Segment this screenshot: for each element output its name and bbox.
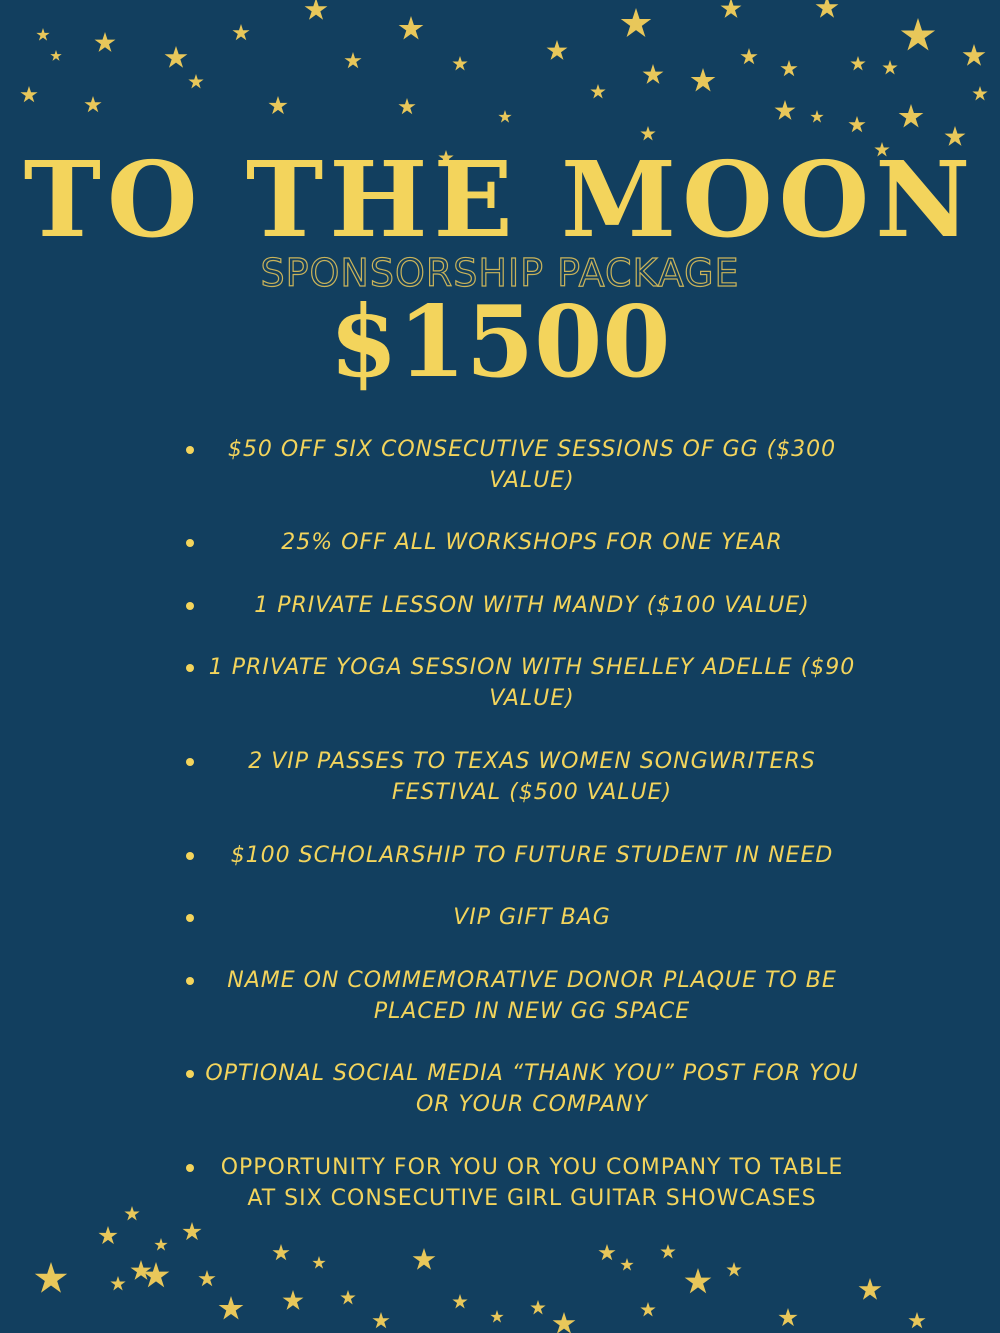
gold-star-icon — [312, 1256, 325, 1269]
gold-star-icon — [778, 1308, 797, 1326]
gold-star-icon — [530, 1300, 545, 1314]
gold-star-icon — [413, 1248, 436, 1270]
gold-star-icon — [268, 96, 287, 114]
gold-star-icon — [972, 86, 987, 100]
gold-star-icon — [850, 56, 865, 70]
list-item — [180, 652, 860, 714]
list-item — [180, 434, 860, 496]
benefit-text: $100 SCHOLARSHIP TO FUTURE STUDENT IN NEED — [230, 843, 834, 868]
list-item — [180, 965, 860, 1027]
gold-star-icon — [963, 44, 986, 66]
gold-star-icon — [685, 1268, 712, 1293]
gold-star-icon — [901, 18, 935, 51]
gold-star-icon — [232, 24, 249, 40]
list-item — [180, 840, 860, 871]
gold-star-icon — [340, 1290, 355, 1304]
gold-star-icon — [810, 110, 823, 123]
gold-star-icon — [272, 1244, 289, 1260]
gold-star-icon — [816, 0, 839, 18]
benefit-text: OPPORTUNITY FOR YOU OR YOU COMPANY TO TABLE AT SIX CONSECUTIVE GIRL GUITAR SHOWCASES — [220, 1155, 844, 1211]
gold-star-icon — [691, 68, 716, 92]
list-item — [180, 1058, 860, 1120]
gold-star-icon — [398, 98, 415, 114]
gold-star-icon — [110, 1276, 125, 1290]
bullet-dot-icon — [186, 664, 194, 672]
gold-star-icon — [98, 1226, 117, 1244]
bullet-dot-icon — [186, 758, 194, 766]
gold-star-icon — [660, 1244, 675, 1258]
gold-star-icon — [780, 60, 797, 76]
page-subtitle: SPONSORSHIP PACKAGE — [260, 251, 740, 295]
gold-star-icon — [740, 48, 757, 64]
gold-star-icon — [124, 1206, 139, 1220]
gold-star-icon — [899, 104, 924, 128]
package-price: $1500 — [329, 285, 671, 400]
gold-star-icon — [305, 0, 328, 20]
gold-star-icon — [882, 60, 897, 74]
benefit-text: 1 PRIVATE LESSON WITH MANDY ($100 VALUE) — [254, 593, 810, 618]
gold-star-icon — [182, 1222, 201, 1240]
gold-star-icon — [553, 1312, 576, 1333]
gold-star-icon — [547, 40, 568, 60]
gold-star-icon — [590, 84, 605, 98]
benefit-text: $50 OFF SIX CONSECUTIVE SESSIONS OF GG ($300 VALUE) — [227, 437, 837, 493]
gold-star-icon — [198, 1270, 215, 1286]
gold-star-icon — [908, 1312, 925, 1328]
gold-star-icon — [283, 1290, 304, 1310]
gold-star-icon — [775, 100, 796, 120]
gold-star-icon — [452, 56, 467, 70]
gold-star-icon — [95, 32, 116, 52]
gold-star-icon — [848, 116, 865, 132]
list-item — [180, 746, 860, 808]
bullet-dot-icon — [186, 1070, 194, 1078]
bullet-dot-icon — [186, 852, 194, 860]
list-item — [180, 902, 860, 933]
gold-star-icon — [372, 1312, 389, 1328]
gold-star-icon — [726, 1262, 741, 1276]
gold-star-icon — [344, 52, 361, 68]
gold-star-icon — [84, 96, 101, 112]
gold-star-icon — [131, 1260, 152, 1280]
benefit-text: NAME ON COMMEMORATIVE DONOR PLAQUE TO BE PLACED IN NEW GG SPACE — [227, 968, 837, 1024]
gold-star-icon — [165, 46, 188, 68]
benefit-text: 1 PRIVATE YOGA SESSION WITH SHELLEY ADELLE ($90 VALUE) — [208, 655, 856, 711]
gold-star-icon — [36, 28, 49, 41]
gold-star-icon — [154, 1238, 167, 1251]
gold-star-icon — [452, 1294, 467, 1308]
gold-star-icon — [721, 0, 742, 18]
bullet-dot-icon — [186, 1164, 194, 1172]
benefit-text: OPTIONAL SOCIAL MEDIA “THANK YOU” POST FOR YOU OR YOUR COMPANY — [205, 1061, 859, 1117]
gold-star-icon — [20, 86, 37, 102]
gold-star-icon — [399, 16, 424, 40]
gold-star-icon — [621, 8, 651, 37]
list-item — [180, 1152, 860, 1214]
gold-star-icon — [498, 110, 511, 123]
gold-star-icon — [219, 1296, 244, 1320]
gold-star-icon — [598, 1244, 615, 1260]
bullet-dot-icon — [186, 446, 194, 454]
list-item — [180, 527, 860, 558]
bullet-dot-icon — [186, 914, 194, 922]
benefit-text: VIP GIFT BAG — [453, 905, 611, 930]
bullet-dot-icon — [186, 602, 194, 610]
bullet-dot-icon — [186, 977, 194, 985]
benefit-text: 25% OFF ALL WORKSHOPS FOR ONE YEAR — [281, 530, 783, 555]
gold-star-icon — [643, 64, 664, 84]
gold-star-icon — [50, 50, 61, 61]
gold-star-icon — [490, 1310, 503, 1323]
page-title: TO THE MOON — [23, 138, 977, 261]
gold-star-icon — [640, 1302, 655, 1316]
gold-star-icon — [188, 74, 203, 88]
benefit-text: 2 VIP PASSES TO TEXAS WOMEN SONGWRITERS FESTIVAL ($500 VALUE) — [248, 749, 816, 805]
bullet-dot-icon — [186, 539, 194, 547]
gold-star-icon — [859, 1278, 882, 1300]
gold-star-icon — [620, 1258, 633, 1271]
gold-star-icon — [143, 1262, 170, 1287]
list-item — [180, 590, 860, 621]
gold-star-icon — [35, 1262, 67, 1293]
